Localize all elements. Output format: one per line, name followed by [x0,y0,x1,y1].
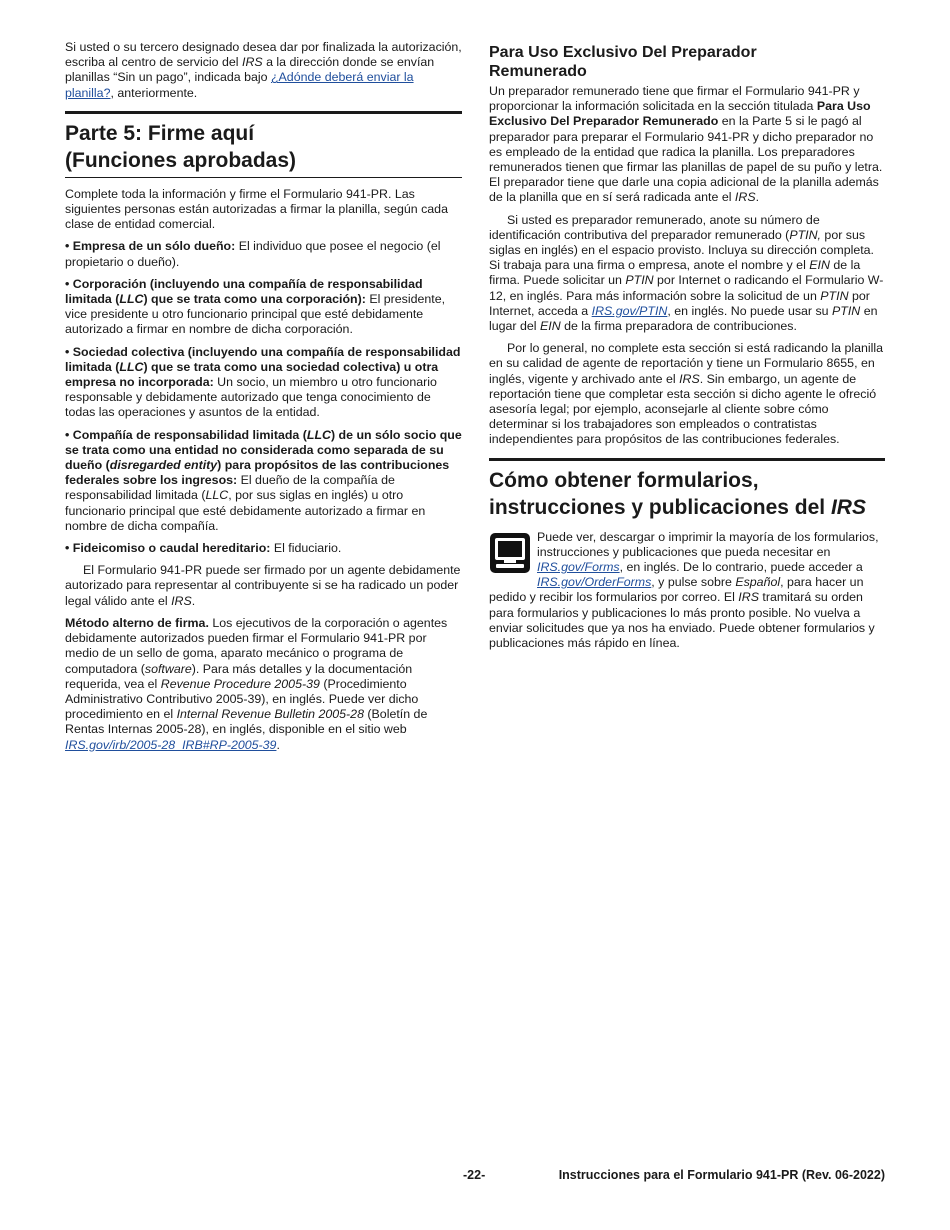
forms-paragraph: Puede ver, descargar o imprimir la mayoría de los formularios, instrucciones y publicaciones que pueda necesitar en IRS.gov/Forms, en inglés. De lo contrario, puede acceder a IRS.gov/OrderForms, y pulse sobre Español, para hacer un pedido y recibir los formularios por correo. El IRS tramitará su orden para formularios y publicaciones lo más pronto posible. No vuelva a enviar solicitudes que ya nos ha enviado. Puede obtener formularios y publicaciones más rápido en línea. [489,529,879,651]
footer-title: Instrucciones para el Formulario 941-PR (Rev. 06-2022) [558,1168,885,1182]
preparer-paragraph-2: Si usted es preparador remunerado, anote su número de identificación contributiva del preparador remunerado (PTIN, por sus siglas en inglés) en el espacio provisto. Incluya su dirección completa. Si trabaja para una firma o empresa, anote el nombre y el EIN de la firma. Puede solicitar un PTIN por Internet o radicando el Formulario W-12, en inglés. Para más información sobre la solicitud de un PTIN por Internet, acceda a IRS.gov/PTIN, en inglés. No puede usar su PTIN en lugar del EIN de la firma preparadora de contribuciones. [489,212,884,334]
bullet-empresa: • Empresa de un sólo dueño: El individuo que posee el negocio (el propietario o dueño). [65,239,441,269]
bullet-fideicomiso: • Fideicomiso o caudal hereditario: El fiduciario. [65,541,342,556]
section-title-formularios: Cómo obtener formularios, instrucciones y publicaciones del IRS [489,458,885,521]
irs-orderforms-link[interactable]: IRS.gov/OrderForms [537,575,652,590]
complete-paragraph: Complete toda la información y firme el Formulario 941-PR. Las siguientes personas están autorizadas a firmar la planilla, según cada clase de entidad comercial. [65,186,448,232]
section-title-parte-5: Parte 5: Firme aquí (Funciones aprobadas) [65,111,462,178]
page-number: -22- [463,1168,486,1182]
bullet-corporacion: • Corporación (incluyendo una compañía de responsabilidad limitada (LLC) que se trata como una corporación): El presidente, vice presidente u otro funcionario principal que esté debidamente autorizado a firmar en nombre de dicha corporación. [65,276,446,337]
alternate-signature-paragraph: Método alterno de firma. Los ejecutivos de la corporación o agentes debidamente autorizados pueden firmar el Formulario 941-PR por medio de un sello de goma, aparato mecánico o programa de computadora (software). Para más detalles y la documentación requerida, vea el Revenue Procedure 2005-39 (Procedimiento Administrativo Contributivo 2005-39), en inglés. Puede ver dicho procedimiento en el Internal Revenue Bulletin 2005-28 (Boletín de Rentas Internas 2005-28), en inglés, disponible en el sitio web IRS.gov/irb/2005-28_IRB#RP-2005-39. [65,615,448,752]
bullet-llc: • Compañía de responsabilidad limitada (LLC) de un sólo socio que se trata como una entidad no considerada como separada de su dueño (disregarded entity) para propósitos de las contribuciones federales sobre los ingresos: El dueño de la compañía de responsabilidad limitada (LLC, por sus siglas en inglés) u otro funcionario principal que esté debidamente autorizado a firmar en nombre de dicha compañía. [65,427,462,533]
right-column [489,40,885,658]
left-column [65,40,462,760]
irs-ptin-link[interactable]: IRS.gov/PTIN [591,303,668,318]
subsection-title-preparador: Para Uso Exclusivo Del Preparador Remunerado [489,44,757,80]
preparer-paragraph-3: Por lo general, no complete esta sección si está radicando la planilla en su calidad de agente de reportación y tiene un Formulario 8655, en inglés, vigente y archivado ante el IRS. Sin embargo, un agente de reportación tiene que completar esta sección si dicho agente le ofreció asesoría legal; por ejemplo, aconsejarle al cliente sobre cómo determinar si los trabajadores son empleados o contratistas independientes para propósitos de las contribuciones federales. [489,341,884,447]
computer-icon [489,532,531,574]
intro-paragraph: Si usted o su tercero designado desea dar por finalizada la autorización, escriba al centro de servicio del IRS a la dirección donde se envían planillas “Sin un pago”, indicada bajo ¿Adónde deberá enviar la planilla?, anteriormente. [65,40,462,100]
irs-forms-link[interactable]: IRS.gov/Forms [537,560,620,575]
preparer-paragraph-1: Un preparador remunerado tiene que firmar el Formulario 941-PR y proporcionar la información solicitada en la sección titulada Para Uso Exclusivo Del Preparador Remunerado en la Parte 5 si le pagó al preparador para preparar el Formulario 941-PR y dicho preparador no es empleado de la entidad que radica la planilla. Los preparadores remunerados tienen que firmar las planillas de papel de su puño y letra. El preparador tiene que darle una copia adicional de la planilla además de la planilla que en sí será radicada ante el IRS. [489,84,883,205]
bullet-sociedad: • Sociedad colectiva (incluyendo una compañía de responsabilidad limitada (LLC) que se trata como una sociedad colectiva) u otra empresa no incorporada: Un socio, un miembro u otro funcionario responsable y debidamente autorizado que tenga conocimiento de todas las operaciones y asuntos de la entidad. [65,344,461,420]
where-to-send-link[interactable]: ¿Adónde deberá enviar la planilla? [65,70,414,100]
irb-2005-28-link[interactable]: IRS.gov/irb/2005-28_IRB#RP-2005-39 [65,737,277,752]
agent-paragraph: El Formulario 941-PR puede ser firmado por un agente debidamente autorizado para representar al contribuyente si se ha radicado un poder legal válido ante el IRS. [65,563,461,608]
